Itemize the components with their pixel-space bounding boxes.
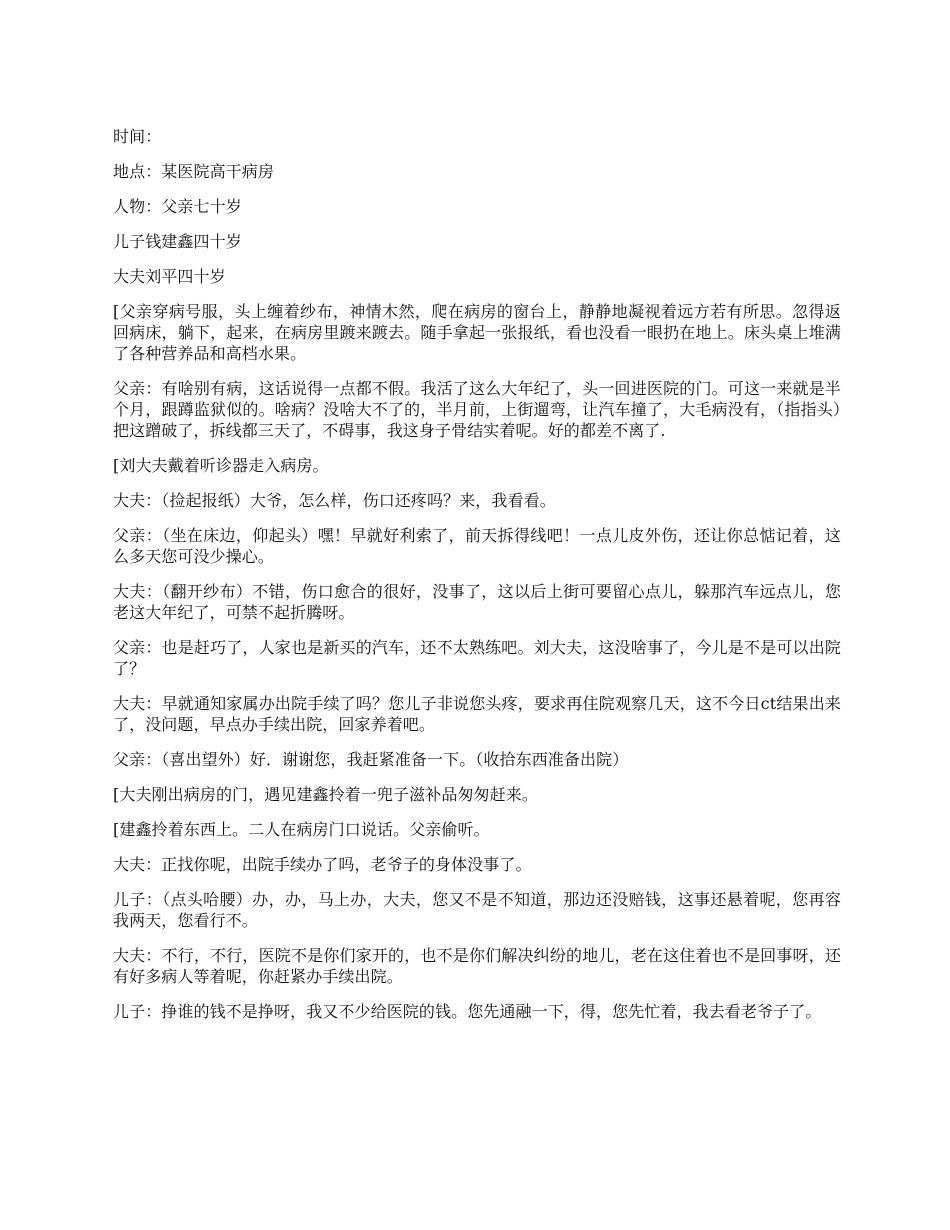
- stage-direction: [父亲穿病号服，头上缠着纱布，神情木然，爬在病房的窗台上，静静地凝视着远方若有所思。忽得返回病床，躺下，起来，在病房里踱来踱去。随手拿起一张报纸，看也没看一眼扔在地上。床头桌上堆满了各种营养品和高档水果。: [113, 302, 841, 363]
- stage-direction: [建鑫拎着东西上。二人在病房门口说话。父亲偷听。: [113, 820, 490, 839]
- document-page: [113, 126, 841, 1036]
- dialogue-line: 大夫：不行，不行，医院不是你们家开的，也不是你们解决纠纷的地儿，老在这住着也不是回事呀，还有好多病人等着呢，你赶紧办手续出院。: [113, 946, 841, 986]
- character-doctor: 大夫刘平四十岁: [113, 267, 226, 286]
- characters-line: 人物：父亲七十岁: [113, 197, 242, 216]
- stage-direction: [大夫刚出病房的门，遇见建鑫拎着一兜子滋补品匆匆赶来。: [113, 785, 538, 804]
- dialogue-line: 父亲：（坐在床边，仰起头）嘿！早就好利索了，前天拆得线吧！一点儿皮外伤，还让你总惦记着，这么多天您可没少操心。: [113, 526, 841, 566]
- character-son: 儿子钱建鑫四十岁: [113, 232, 242, 251]
- dialogue-line: 父亲：也是赶巧了，人家也是新买的汽车，还不太熟练吧。刘大夫，这没啥事了，今儿是不是可以出院了？: [113, 638, 841, 678]
- location-line: 地点：某医院高干病房: [113, 162, 275, 181]
- dialogue-line: 大夫：正找你呢，出院手续办了吗，老爷子的身体没事了。: [113, 855, 532, 874]
- dialogue-line: 大夫：（捡起报纸）大爷，怎么样，伤口还疼吗？来，我看看。: [113, 491, 556, 510]
- dialogue-line: 儿子：挣谁的钱不是挣呀，我又不少给医院的钱。您先通融一下，得，您先忙着，我去看老爷子了。: [113, 1002, 822, 1021]
- dialogue-line: 大夫：（翻开纱布）不错，伤口愈合的很好，没事了，这以后上街可要留心点儿，躲那汽车远点儿，您老这大年纪了，可禁不起折腾呀。: [113, 582, 841, 622]
- dialogue-line: 父亲：（喜出望外）好．谢谢您，我赶紧准备一下。（收拾东西准备出院）: [113, 750, 629, 769]
- time-line: 时间：: [113, 127, 162, 146]
- dialogue-line: 父亲：有啥别有病，这话说得一点都不假。我活了这么大年纪了，头一回进医院的门。可这一来就是半个月，跟蹲监狱似的。啥病？没啥大不了的，半月前，上街遛弯，让汽车撞了，大毛病没有，（指指头）把这蹭破了，拆线都三天了，不碍事，我这身子骨结实着呢。好的都差不离了.: [113, 379, 841, 440]
- dialogue-line: 儿子：（点头哈腰）办，办，马上办，大夫，您又不是不知道，那边还没赔钱，这事还悬着呢，您再容我两天，您看行不。: [113, 890, 841, 930]
- stage-direction: [刘大夫戴着听诊器走入病房。: [113, 456, 329, 475]
- dialogue-line: 大夫：早就通知家属办出院手续了吗？您儿子非说您头疼，要求再住院观察几天，这不今日ct结果出来了，没问题，早点办手续出院，回家养着吧。: [113, 694, 841, 734]
